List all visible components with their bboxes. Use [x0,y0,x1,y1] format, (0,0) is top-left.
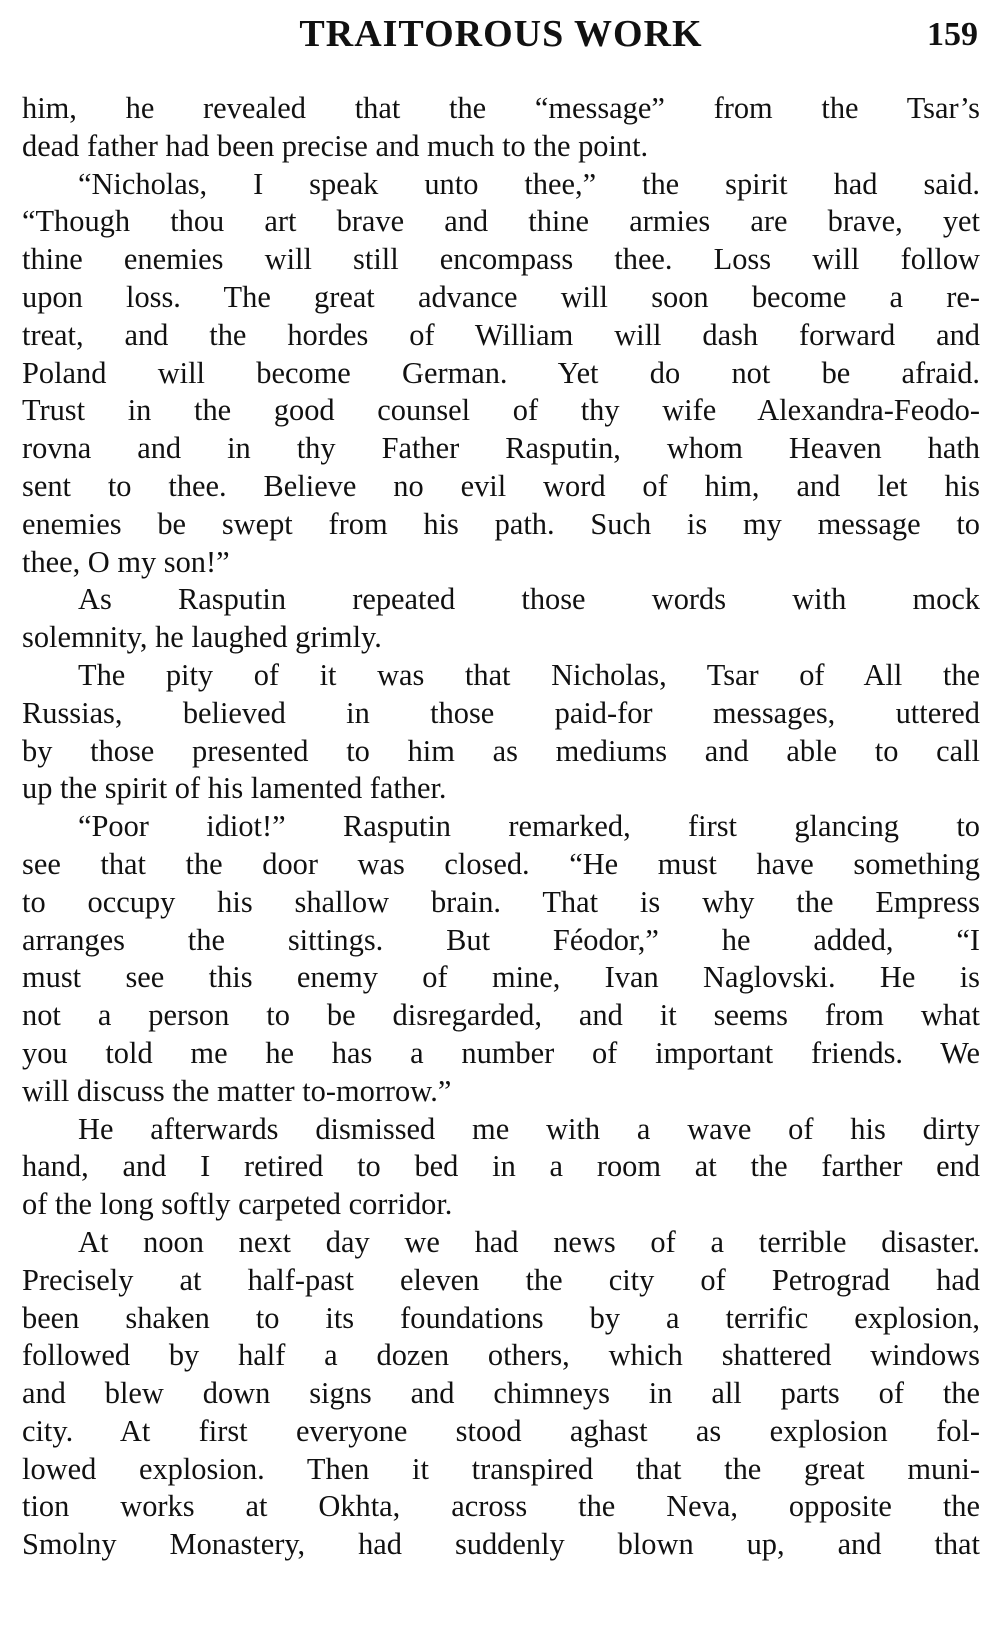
text-line: arranges the sittings. But Féodor,” he added, “I [22,922,980,957]
text-line: of the long softly carpeted corridor. [22,1187,453,1222]
text-line: solemnity, he laughed grimly. [22,620,382,655]
text-line: been shaken to its foundations by a terrific explosion, [22,1300,980,1335]
text-line: As Rasputin repeated those words with mock [78,582,980,617]
text-line: “Nicholas, I speak unto thee,” the spirit had said. [78,166,980,201]
text-line: Precisely at half-past eleven the city of Petrograd had [22,1262,980,1297]
text-line: Smolny Monastery, had suddenly blown up, and that [22,1527,980,1562]
page-header [22,10,980,64]
text-line: dead father had been precise and much to the point. [22,128,649,163]
text-line: “Poor idiot!” Rasputin remarked, first glancing to [78,809,980,844]
text-line: enemies be swept from his path. Such is my message to [22,506,980,541]
text-line: see that the door was closed. “He must have something [22,846,980,881]
text-line: up the spirit of his lamented father. [22,771,447,806]
text-line: and blew down signs and chimneys in all parts of the [22,1376,980,1411]
text-line: tion works at Okhta, across the Neva, opposite the [22,1489,980,1524]
body-text [22,90,980,1564]
text-line: Trust in the good counsel of thy wife Alexandra-Feodo- [22,393,980,428]
text-line: Russias, believed in those paid-for messages, uttered [22,695,980,730]
text-line: to occupy his shallow brain. That is why the Empress [22,884,980,919]
text-line: Poland will become German. Yet do not be afraid. [22,355,980,390]
book-page [22,10,980,1564]
text-line: At noon next day we had news of a terrible disaster. [78,1224,980,1259]
text-line: He afterwards dismissed me with a wave of his dirty [78,1111,980,1146]
text-line: by those presented to him as mediums and able to call [22,733,980,768]
text-line: thee, O my son!” [22,544,230,579]
page-number: 159 [927,16,978,53]
text-line: lowed explosion. Then it transpired that the great muni- [22,1451,980,1486]
text-line: you told me he has a number of important friends. We [22,1035,980,1070]
text-line: will discuss the matter to-morrow.” [22,1073,452,1108]
text-line: hand, and I retired to bed in a room at the farther end [22,1149,980,1184]
text-line: “Though thou art brave and thine armies are brave, yet [22,204,980,239]
text-line: him, he revealed that the “message” from the Tsar’s [22,91,980,125]
text-line: must see this enemy of mine, Ivan Naglovski. He is [22,960,980,995]
text-line: treat, and the hordes of William will dash forward and [22,317,980,352]
running-title: TRAITOROUS WORK [299,13,703,55]
text-line: thine enemies will still encompass thee. Loss will follow [22,242,980,277]
text-line: city. At first everyone stood aghast as explosion fol- [22,1413,980,1448]
text-line: rovna and in thy Father Rasputin, whom Heaven hath [22,431,980,466]
text-line: followed by half a dozen others, which shattered windows [22,1338,980,1373]
text-line: upon loss. The great advance will soon become a re- [22,279,980,314]
text-line: sent to thee. Believe no evil word of him, and let his [22,468,980,503]
text-line: not a person to be disregarded, and it seems from what [22,998,980,1033]
text-line: The pity of it was that Nicholas, Tsar of All the [78,657,980,692]
